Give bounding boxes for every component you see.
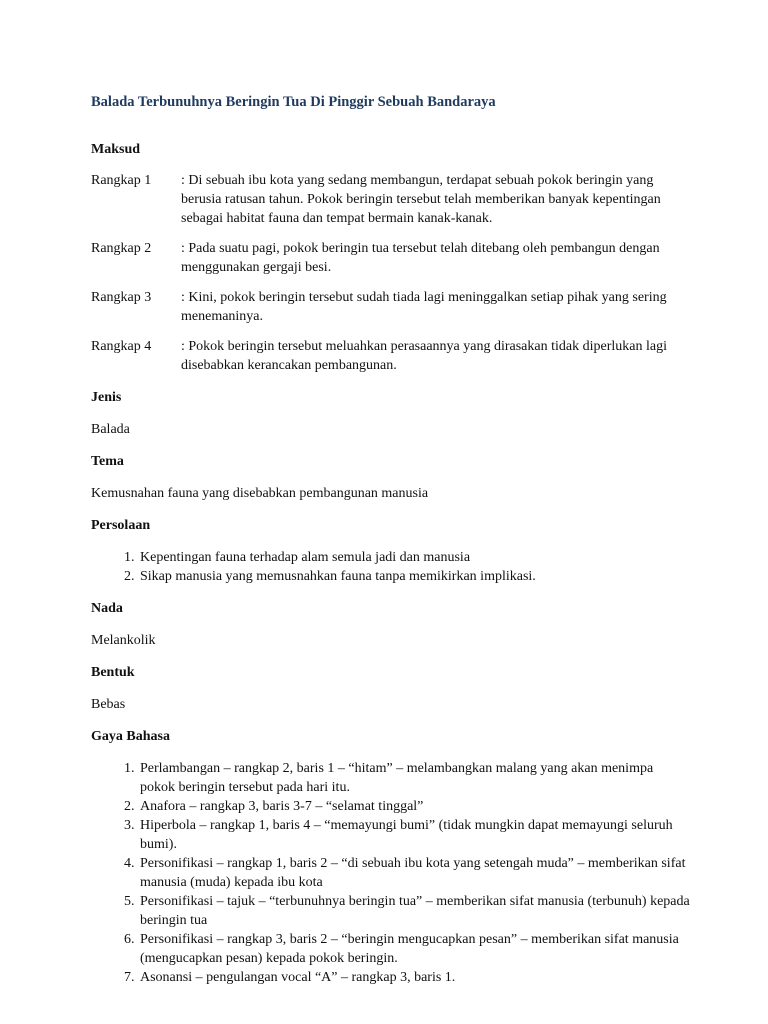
stanza-row-4 — [91, 337, 691, 375]
stanza-label: Rangkap 4 — [91, 339, 152, 354]
stanza-row-2 — [91, 239, 691, 277]
heading-maksud: Maksud — [91, 142, 141, 157]
heading-bentuk: Bentuk — [91, 665, 135, 680]
heading-persoalan: Persolaan — [91, 518, 151, 533]
stanza-row-1 — [91, 171, 691, 228]
list-item: 7. Asonansi – pengulangan vocal “A” – rangkap 3, baris 1. — [138, 968, 691, 987]
stanza-text: : Pokok beringin tersebut meluahkan perasaannya yang dirasakan tidak diperlukan lagi disebabkan kerancakan pembangunan. — [181, 339, 667, 373]
heading-tema: Tema — [91, 454, 124, 469]
stanza-row-3 — [91, 288, 691, 326]
jenis-value: Balada — [91, 422, 130, 437]
list-item: 2. Sikap manusia yang memusnahkan fauna tanpa memikirkan implikasi. — [138, 567, 691, 586]
gaya-bahasa-list — [91, 759, 691, 987]
list-item: 5. Personifikasi – tajuk – “terbunuhnya beringin tua” – memberikan sifat manusia (terbunuh) kepada beringin tua — [138, 892, 691, 930]
stanza-label: Rangkap 3 — [91, 290, 152, 305]
list-item: 4. Personifikasi – rangkap 1, baris 2 – “di sebuah ibu kota yang setengah muda” – memberikan sifat manusia (muda) kepada ibu kota — [138, 854, 691, 892]
heading-gaya-bahasa: Gaya Bahasa — [91, 729, 170, 744]
stanza-label: Rangkap 2 — [91, 241, 152, 256]
bentuk-value: Bebas — [91, 697, 126, 712]
stanza-text: : Pada suatu pagi, pokok beringin tua tersebut telah ditebang oleh pembangun dengan menggunakan gergaji besi. — [181, 241, 660, 275]
heading-nada: Nada — [91, 601, 123, 616]
tema-value: Kemusnahan fauna yang disebabkan pembangunan manusia — [91, 486, 429, 501]
list-item: 2. Anafora – rangkap 3, baris 3-7 – “selamat tinggal” — [138, 797, 691, 816]
list-item: 6. Personifikasi – rangkap 3, baris 2 – “beringin mengucapkan pesan” – memberikan sifat manusia (mengucapkan pesan) kepada pokok beringin. — [138, 930, 691, 968]
heading-jenis: Jenis — [91, 390, 122, 405]
document-title: Balada Terbunuhnya Beringin Tua Di Pinggir Sebuah Bandaraya — [91, 94, 496, 110]
persoalan-list — [91, 548, 691, 586]
stanza-text: : Kini, pokok beringin tersebut sudah tiada lagi meninggalkan setiap pihak yang sering menemaninya. — [181, 290, 667, 324]
nada-value: Melankolik — [91, 633, 156, 648]
stanza-text: : Di sebuah ibu kota yang sedang membangun, terdapat sebuah pokok beringin yang berusia ratusan tahun. Pokok beringin tersebut telah memberikan banyak kepentingan sebagai habitat fauna dan tempat bermain kanak-kanak. — [181, 173, 661, 226]
list-item: 3. Hiperbola – rangkap 1, baris 4 – “memayungi bumi” (tidak mungkin dapat memayungi seluruh bumi). — [138, 816, 691, 854]
list-item: 1. Kepentingan fauna terhadap alam semula jadi dan manusia — [138, 548, 691, 567]
document-content — [91, 93, 691, 1000]
list-item: 1. Perlambangan – rangkap 2, baris 1 – “hitam” – melambangkan malang yang akan menimpa pokok beringin tersebut pada hari itu. — [138, 759, 691, 797]
stanza-label: Rangkap 1 — [91, 173, 152, 188]
